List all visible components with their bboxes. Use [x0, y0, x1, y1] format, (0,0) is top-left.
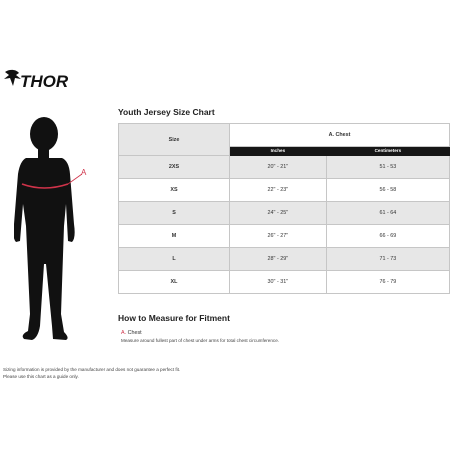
size-column-header: Size	[119, 124, 230, 156]
inches-cell: 30" - 31"	[230, 271, 327, 294]
size-cell: 2XS	[119, 156, 230, 179]
inches-cell: 20" - 21"	[230, 156, 327, 179]
table-row	[119, 248, 450, 271]
inches-cell: 26" - 27"	[230, 225, 327, 248]
measure-item-letter: A.	[121, 330, 127, 336]
inches-cell: 24" - 25"	[230, 202, 327, 225]
size-table	[118, 123, 450, 294]
disclaimer-line: Please use this chart as a guide only.	[3, 373, 79, 379]
disclaimer-line: Sizing information is provided by the manufacturer and does not guarantee a perfect fit.	[3, 367, 181, 372]
centimeters-cell: 76 - 79	[326, 271, 449, 294]
table-row	[119, 225, 450, 248]
centimeters-cell: 61 - 64	[326, 202, 449, 225]
inches-cell: 28" - 29"	[230, 248, 327, 271]
centimeters-cell: 51 - 53	[326, 156, 449, 179]
centimeters-cell: 66 - 69	[326, 225, 449, 248]
size-cell: S	[119, 202, 230, 225]
size-cell: XL	[119, 271, 230, 294]
size-cell: XS	[119, 179, 230, 202]
disclaimer	[3, 367, 180, 380]
inches-column-header: Inches	[230, 146, 327, 155]
centimeters-cell: 56 - 58	[326, 179, 449, 202]
centimeters-column-header: Centimeters	[326, 146, 449, 155]
measure-section-title: How to Measure for Fitment	[118, 313, 230, 323]
table-row	[119, 271, 450, 294]
thor-logo	[2, 66, 82, 94]
size-cell: M	[119, 225, 230, 248]
chest-marker-label: A	[81, 168, 87, 177]
inches-cell: 22" - 23"	[230, 179, 327, 202]
table-row	[119, 179, 450, 202]
centimeters-cell: 71 - 73	[326, 248, 449, 271]
table-row	[119, 156, 450, 179]
table-row	[119, 202, 450, 225]
chest-column-header: A. Chest	[230, 124, 450, 147]
logo-text: THOR	[20, 72, 69, 91]
measure-item-label	[121, 330, 142, 336]
chart-title: Youth Jersey Size Chart	[118, 107, 215, 117]
child-silhouette	[14, 114, 94, 350]
measure-item-name: Chest	[127, 330, 142, 336]
measure-item-description: Measure around fullest part of chest under arms for total chest circumference.	[121, 338, 280, 343]
size-cell: L	[119, 248, 230, 271]
